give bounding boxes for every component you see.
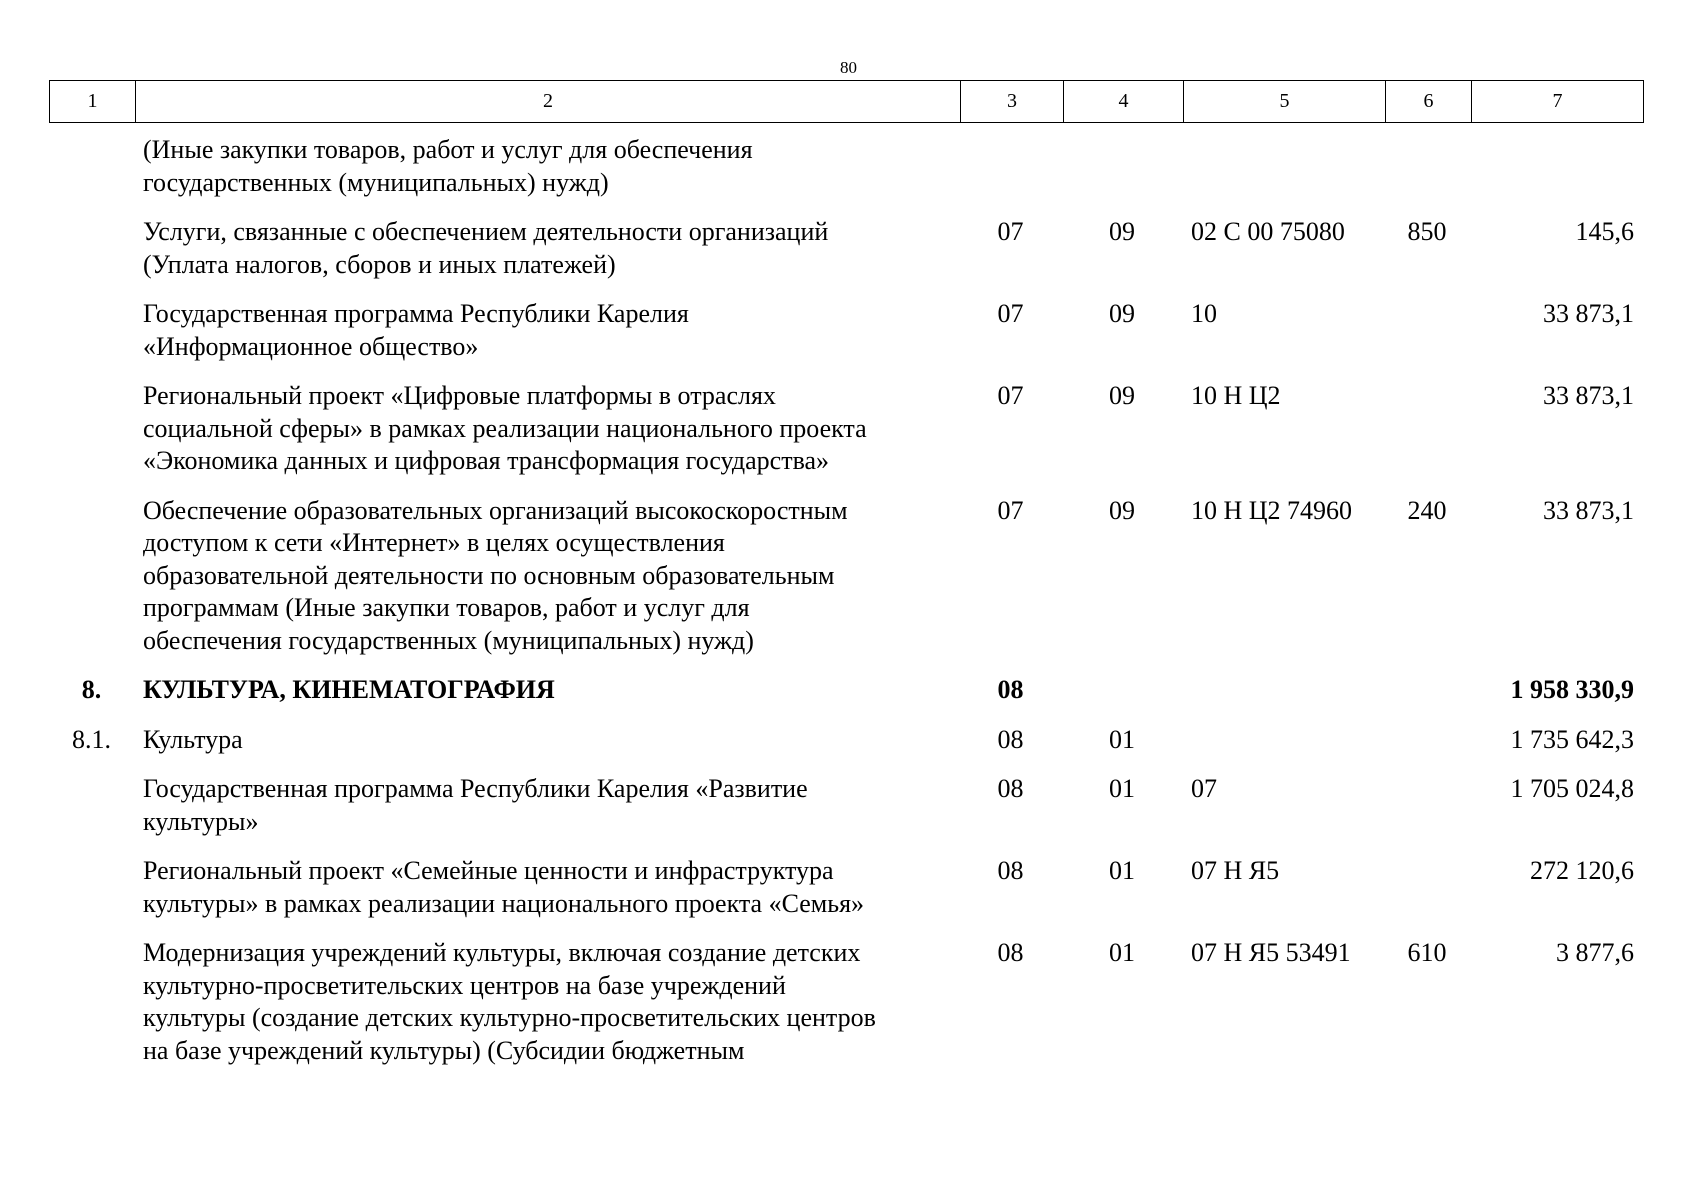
amount: 145,6 <box>1575 217 1634 246</box>
row-description <box>134 773 959 838</box>
target-article-code: 02 С 00 75080 <box>1191 217 1345 246</box>
section-code: 08 <box>997 675 1024 704</box>
subsection-code: 01 <box>1109 856 1135 885</box>
target-article-code: 10 Н Ц2 <box>1191 381 1281 410</box>
description-line: культуры (создание детских культурно-просветительских центров <box>143 1003 876 1032</box>
section-code: 08 <box>997 724 1024 754</box>
row-gap <box>49 920 1643 937</box>
table-row <box>49 937 1643 1067</box>
subsection-code: 09 <box>1109 381 1135 410</box>
description-line: государственных (муниципальных) нужд) <box>143 167 609 197</box>
amount: 3 877,6 <box>1556 938 1634 967</box>
description-line: (Иные закупки товаров, работ и услуг для обеспечения <box>143 135 753 164</box>
expense-type-code <box>1384 773 1470 838</box>
row-description <box>134 216 959 281</box>
target-article-code: 10 Н Ц2 74960 <box>1191 495 1353 525</box>
description-line: (Уплата налогов, сборов и иных платежей) <box>143 249 616 279</box>
row-gap <box>49 478 1643 495</box>
row-number <box>49 380 134 478</box>
amount: 1 735 642,3 <box>1510 724 1634 754</box>
row-description <box>134 380 959 478</box>
subsection-code: 01 <box>1109 938 1135 967</box>
section-code: 07 <box>997 217 1024 246</box>
amount: 1 958 330,9 <box>1510 675 1634 704</box>
row-gap <box>49 363 1643 380</box>
description-line: Культура <box>143 724 243 754</box>
column-header-table <box>49 80 1644 123</box>
subsection-code: 09 <box>1109 217 1135 246</box>
expense-type-code <box>1384 298 1470 363</box>
column-header: 3 <box>961 81 1064 123</box>
section-code: 07 <box>997 495 1024 525</box>
column-header-row <box>50 81 1644 123</box>
description-line: образовательной деятельности по основным образовательным <box>143 560 835 590</box>
subsection-code: 09 <box>1109 495 1135 525</box>
row-number <box>49 937 134 1067</box>
row-number <box>49 298 134 363</box>
description-line: Обеспечение образовательных организаций высокоскоростным <box>143 495 848 525</box>
subsection-code: 09 <box>1109 299 1135 328</box>
row-number <box>49 855 134 920</box>
column-header: 5 <box>1184 81 1386 123</box>
amount: 33 873,1 <box>1543 381 1634 410</box>
row-description <box>134 855 959 920</box>
description-line: Региональный проект «Семейные ценности и инфраструктура <box>143 856 834 885</box>
description-line: культуры» в рамках реализации национального проекта «Семья» <box>143 888 865 918</box>
expense-type-code <box>1384 855 1470 920</box>
row-gap <box>49 756 1643 773</box>
row-gap <box>49 838 1643 855</box>
section-code: 08 <box>997 856 1024 885</box>
target-article-code: 07 Н Я5 53491 <box>1191 938 1351 967</box>
column-header: 6 <box>1386 81 1472 123</box>
description-line: Региональный проект «Цифровые платформы в отраслях <box>143 381 776 410</box>
page-number: 80 <box>840 58 857 77</box>
subsection-code: 01 <box>1109 724 1135 754</box>
expense-type-code: 610 <box>1407 938 1447 967</box>
table-row <box>49 298 1643 363</box>
row-gap <box>49 707 1643 724</box>
row-description <box>134 134 959 199</box>
target-article-code <box>1182 724 1384 757</box>
description-line: «Информационное общество» <box>143 331 479 361</box>
description-line: социальной сферы» в рамках реализации национального проекта <box>143 413 867 443</box>
table-row <box>49 674 1643 707</box>
table-row <box>49 134 1643 199</box>
description-line: «Экономика данных и цифровая трансформация государства» <box>143 446 830 475</box>
expense-type-code <box>1384 134 1470 199</box>
description-line: Государственная программа Республики Карелия <box>143 299 689 328</box>
table-row <box>49 773 1643 838</box>
column-header: 2 <box>136 81 961 123</box>
row-description <box>134 298 959 363</box>
subsection-code <box>1062 674 1182 707</box>
row-description <box>134 674 959 707</box>
description-line: Модернизация учреждений культуры, включая создание детских <box>143 938 861 967</box>
row-number <box>49 495 134 658</box>
expense-type-code: 850 <box>1407 217 1447 246</box>
table-row <box>49 724 1643 757</box>
section-code: 07 <box>997 299 1024 328</box>
amount: 33 873,1 <box>1543 299 1634 328</box>
target-article-code: 07 <box>1191 774 1217 803</box>
section-code: 07 <box>997 381 1024 410</box>
expense-type-code <box>1384 724 1470 757</box>
description-line: культурно-просветительских центров на базе учреждений <box>143 970 786 1000</box>
description-line: КУЛЬТУРА, КИНЕМАТОГРАФИЯ <box>143 675 555 704</box>
target-article-code: 10 <box>1191 299 1217 328</box>
table-row <box>49 380 1643 478</box>
section-code <box>959 134 1062 199</box>
column-header: 1 <box>50 81 136 123</box>
table-row <box>49 855 1643 920</box>
budget-table-body <box>49 134 1643 1067</box>
column-header: 7 <box>1472 81 1644 123</box>
row-number <box>49 134 134 199</box>
target-article-code <box>1182 674 1384 707</box>
table-row <box>49 495 1643 658</box>
amount: 33 873,1 <box>1543 495 1634 525</box>
row-number <box>49 773 134 838</box>
row-gap <box>49 657 1643 674</box>
section-code: 08 <box>997 774 1024 803</box>
target-article-code <box>1182 134 1384 199</box>
description-line: обеспечения государственных (муниципальных) нужд) <box>143 625 754 655</box>
subsection-code: 01 <box>1109 774 1135 803</box>
description-line: культуры» <box>143 806 259 836</box>
section-code: 08 <box>997 938 1024 967</box>
row-gap <box>49 199 1643 216</box>
expense-type-code <box>1384 380 1470 478</box>
expense-type-code <box>1384 674 1470 707</box>
description-line: Государственная программа Республики Карелия «Развитие <box>143 774 808 803</box>
amount: 1 705 024,8 <box>1510 774 1634 803</box>
row-description <box>134 937 959 1067</box>
row-number: 8. <box>81 675 102 704</box>
row-gap <box>49 281 1643 298</box>
row-number: 8.1. <box>72 724 111 754</box>
row-description <box>134 724 959 757</box>
description-line: доступом к сети «Интернет» в целях осуществления <box>143 528 725 557</box>
row-number <box>49 216 134 281</box>
column-header: 4 <box>1064 81 1184 123</box>
amount <box>1470 134 1643 199</box>
subsection-code <box>1062 134 1182 199</box>
row-description <box>134 495 959 658</box>
amount: 272 120,6 <box>1530 856 1634 885</box>
description-line: программам (Иные закупки товаров, работ и услуг для <box>143 593 750 622</box>
expense-type-code: 240 <box>1407 495 1447 525</box>
target-article-code: 07 Н Я5 <box>1191 856 1280 885</box>
table-row <box>49 216 1643 281</box>
description-line: на базе учреждений культуры) (Субсидии бюджетным <box>143 1035 745 1065</box>
description-line: Услуги, связанные с обеспечением деятельности организаций <box>143 217 829 246</box>
